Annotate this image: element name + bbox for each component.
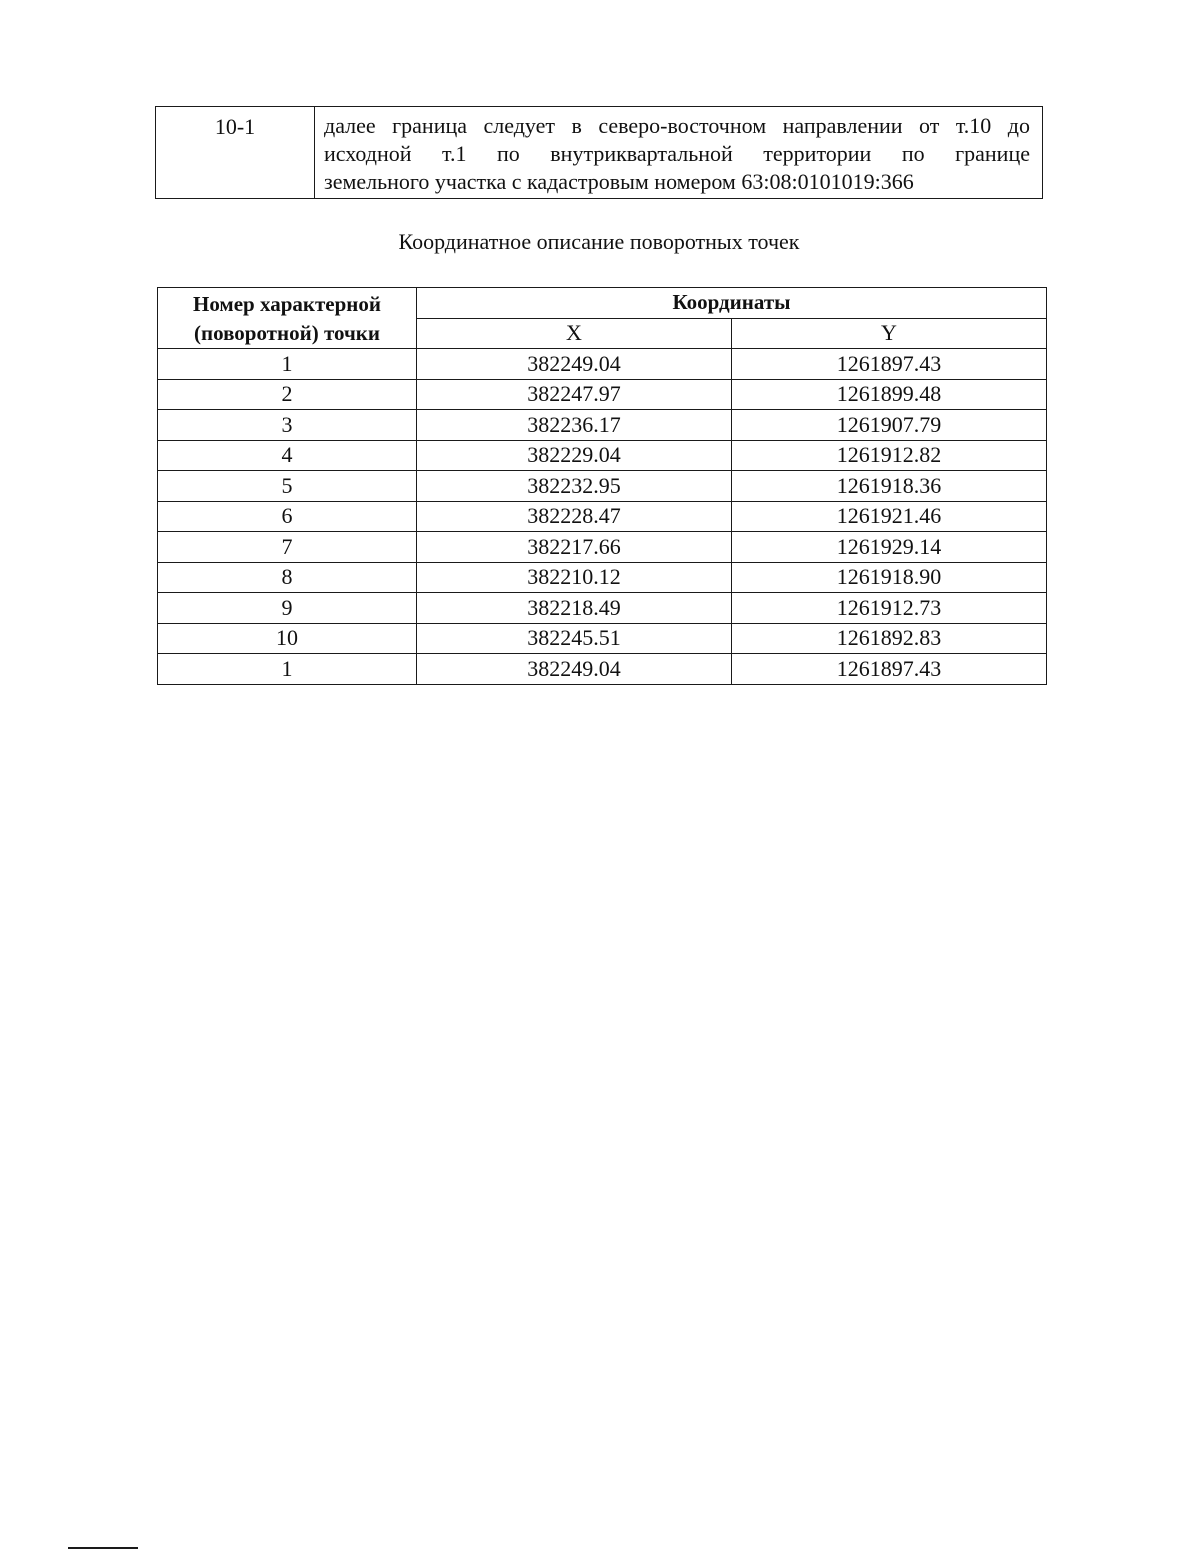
y-coordinate-cell: 1261929.14 xyxy=(732,532,1047,563)
point-number-cell: 2 xyxy=(158,379,417,410)
table-row xyxy=(158,379,1047,410)
table-header-row xyxy=(158,288,1047,319)
point-number-cell: 8 xyxy=(158,562,417,593)
x-coordinate-cell: 382236.17 xyxy=(417,410,732,441)
segment-row xyxy=(156,107,1043,199)
x-coordinate-cell: 382247.97 xyxy=(417,379,732,410)
x-coordinate-cell: 382228.47 xyxy=(417,501,732,532)
y-coordinate-cell: 1261897.43 xyxy=(732,654,1047,685)
segment-description-line: далее граница следует в северо-восточном направлении от т.10 xyxy=(324,113,992,138)
segment-description xyxy=(315,107,1043,199)
point-number-cell: 7 xyxy=(158,532,417,563)
point-number-cell: 4 xyxy=(158,440,417,471)
boundary-segment-table xyxy=(155,106,1043,199)
x-coordinate-cell: 382249.04 xyxy=(417,349,732,380)
header-coordinates: Координаты xyxy=(417,288,1047,319)
table-row xyxy=(158,410,1047,441)
y-coordinate-cell: 1261921.46 xyxy=(732,501,1047,532)
x-coordinate-cell: 382218.49 xyxy=(417,593,732,624)
table-row xyxy=(158,623,1047,654)
point-number-cell: 10 xyxy=(158,623,417,654)
segment-description-line: земельного участка с кадастровым номером 63:08:0101019:366 xyxy=(324,169,914,194)
header-point-number xyxy=(158,288,417,349)
coordinates-table xyxy=(157,287,1047,685)
header-point-line: Номер характерной xyxy=(192,292,381,316)
y-coordinate-cell: 1261912.73 xyxy=(732,593,1047,624)
footnote-divider xyxy=(68,1547,138,1549)
section-title: Координатное описание поворотных точек xyxy=(398,229,800,254)
x-coordinate-cell: 382217.66 xyxy=(417,532,732,563)
y-coordinate-cell: 1261918.36 xyxy=(732,471,1047,502)
segment-id: 10-1 xyxy=(156,107,315,199)
header-point-line: (поворотной) точки xyxy=(194,321,380,345)
table-row xyxy=(158,562,1047,593)
point-number-cell: 6 xyxy=(158,501,417,532)
table-body xyxy=(158,349,1047,685)
x-coordinate-cell: 382245.51 xyxy=(417,623,732,654)
y-coordinate-cell: 1261899.48 xyxy=(732,379,1047,410)
segment-description-line: до исходной т.1 по внутриквартальной территории по границе xyxy=(324,113,1030,166)
y-coordinate-cell: 1261912.82 xyxy=(732,440,1047,471)
point-number-cell: 1 xyxy=(158,349,417,380)
y-coordinate-cell: 1261892.83 xyxy=(732,623,1047,654)
header-y: Y xyxy=(732,318,1047,349)
y-coordinate-cell: 1261897.43 xyxy=(732,349,1047,380)
table-row xyxy=(158,593,1047,624)
y-coordinate-cell: 1261918.90 xyxy=(732,562,1047,593)
table-row xyxy=(158,349,1047,380)
x-coordinate-cell: 382232.95 xyxy=(417,471,732,502)
x-coordinate-cell: 382249.04 xyxy=(417,654,732,685)
y-coordinate-cell: 1261907.79 xyxy=(732,410,1047,441)
table-row xyxy=(158,440,1047,471)
x-coordinate-cell: 382210.12 xyxy=(417,562,732,593)
table-row xyxy=(158,501,1047,532)
table-row xyxy=(158,532,1047,563)
table-row xyxy=(158,654,1047,685)
header-x: X xyxy=(417,318,732,349)
point-number-cell: 3 xyxy=(158,410,417,441)
point-number-cell: 1 xyxy=(158,654,417,685)
point-number-cell: 9 xyxy=(158,593,417,624)
table-row xyxy=(158,471,1047,502)
point-number-cell: 5 xyxy=(158,471,417,502)
x-coordinate-cell: 382229.04 xyxy=(417,440,732,471)
